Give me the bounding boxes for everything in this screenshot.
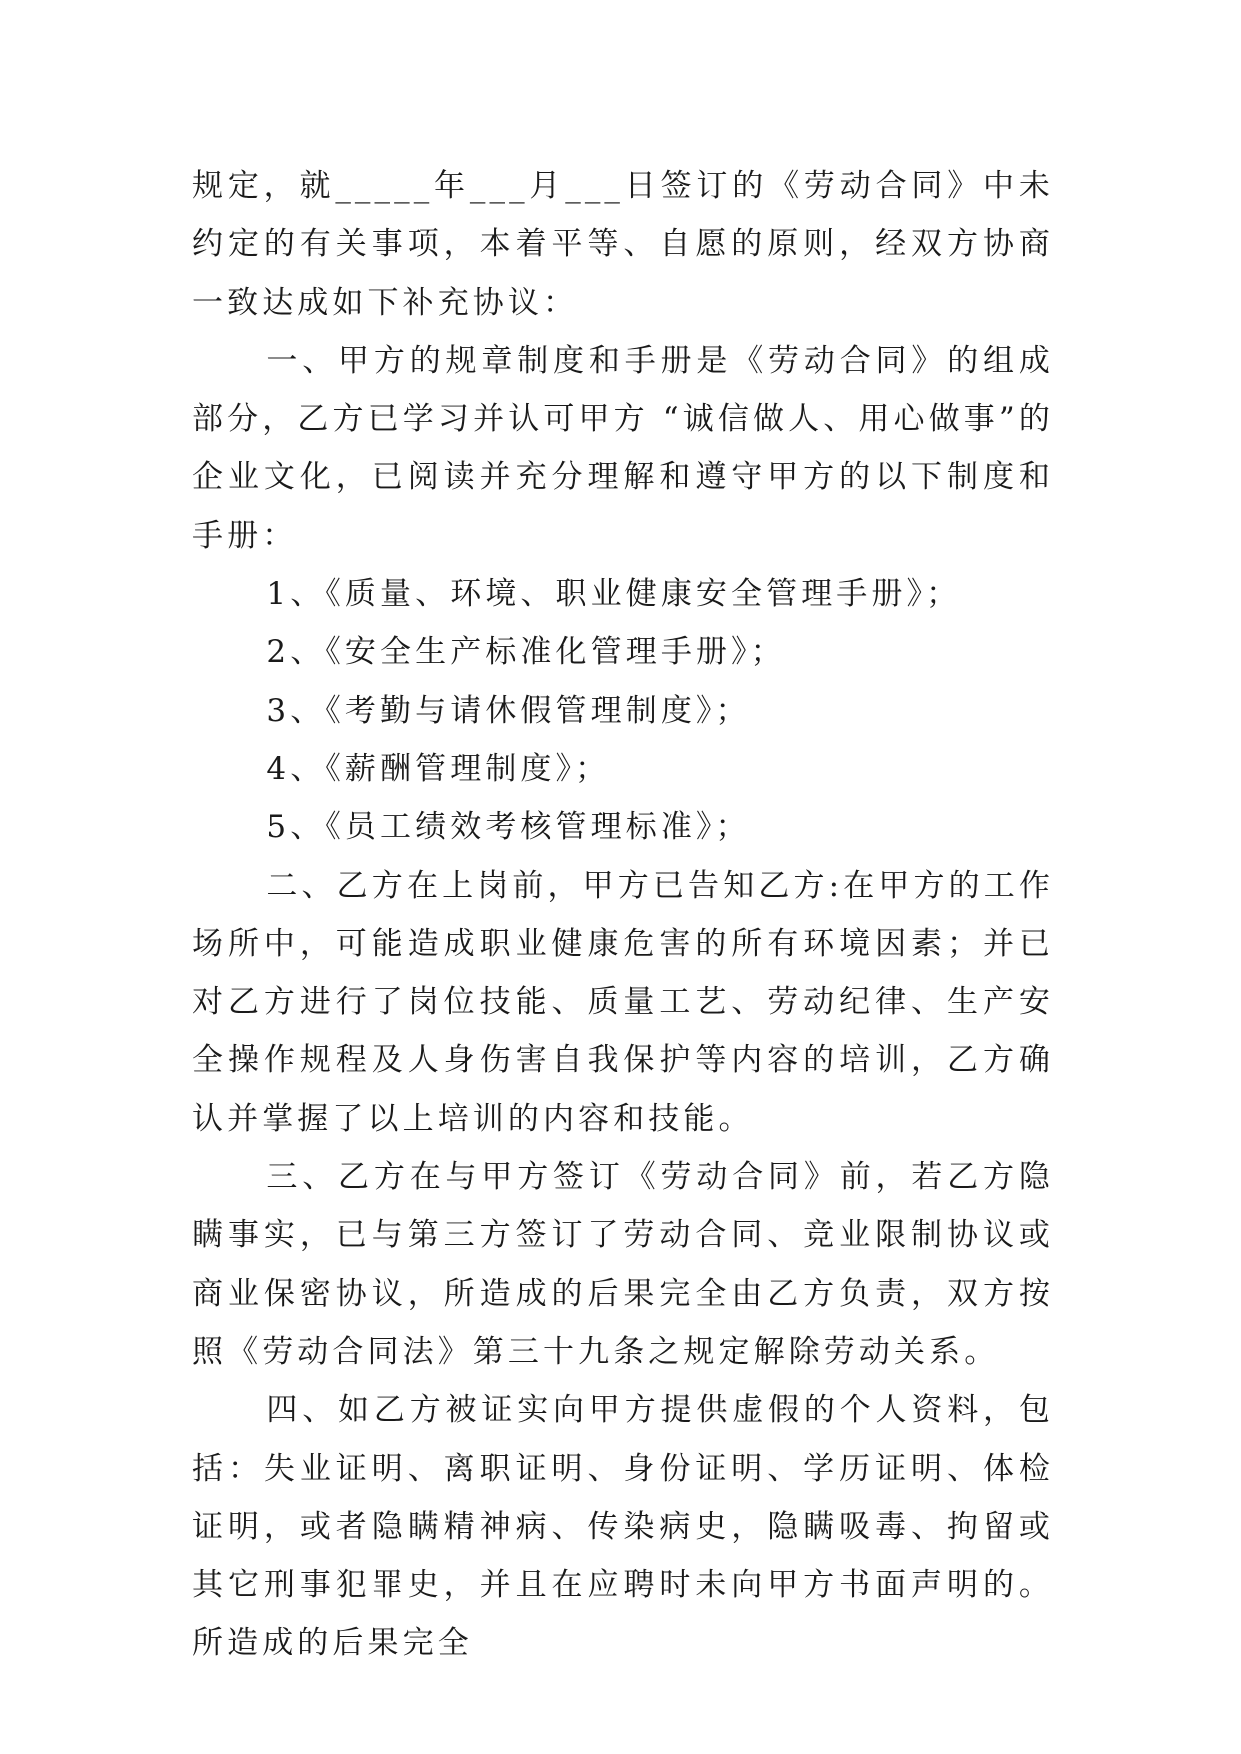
list-item-manual-4: 4、《薪酬管理制度》； (266, 750, 611, 787)
document-body (192, 157, 1054, 1673)
list-item-manual-1: 1、《质量、环境、职业健康安全管理手册》； (266, 576, 962, 613)
list-item-manual-2: 2、《安全生产标准化管理手册》； (266, 634, 786, 671)
list-item-manual-5: 5、《员工绩效考核管理标准》； (266, 809, 751, 846)
list-item-manual-3: 3、《考勤与请休假管理制度》； (266, 692, 751, 729)
paragraph-clause-1: 一、甲方的规章制度和手册是《劳动合同》的组成部分，乙方已学习并认可甲方 “诚信做人、用心做事”的企业文化，已阅读并充分理解和遵守甲方的以下制度和手册： (192, 342, 1054, 554)
paragraph-clause-2: 二、乙方在上岗前，甲方已告知乙方:在甲方的工作场所中，可能造成职业健康危害的所有环境因素；并已对乙方进行了岗位技能、质量工艺、劳动纪律、生产安全操作规程及人身伤害自我保护等内容的培训，乙方确认并掌握了以上培训的内容和技能。 (192, 867, 1054, 1137)
paragraph-preamble-continuation: 规定，就_____年___月___日签订的《劳动合同》中未约定的有关事项，本着平等、自愿的原则，经双方协商一致达成如下补充协议： (192, 168, 1054, 321)
paragraph-clause-3: 三、乙方在与甲方签订《劳动合同》前，若乙方隐瞒事实，已与第三方签订了劳动合同、竞业限制协议或商业保密协议，所造成的后果完全由乙方负责，双方按照《劳动合同法》第三十九条之规定解除劳动关系。 (192, 1159, 1054, 1370)
paragraph-clause-4: 四、如乙方被证实向甲方提供虚假的个人资料，包括：失业证明、离职证明、身份证明、学历证明、体检证明，或者隐瞒精神病、传染病史，隐瞒吸毒、拘留或其它刑事犯罪史，并且在应聘时未向甲方书面声明的。所造成的后果完全 (192, 1392, 1054, 1662)
